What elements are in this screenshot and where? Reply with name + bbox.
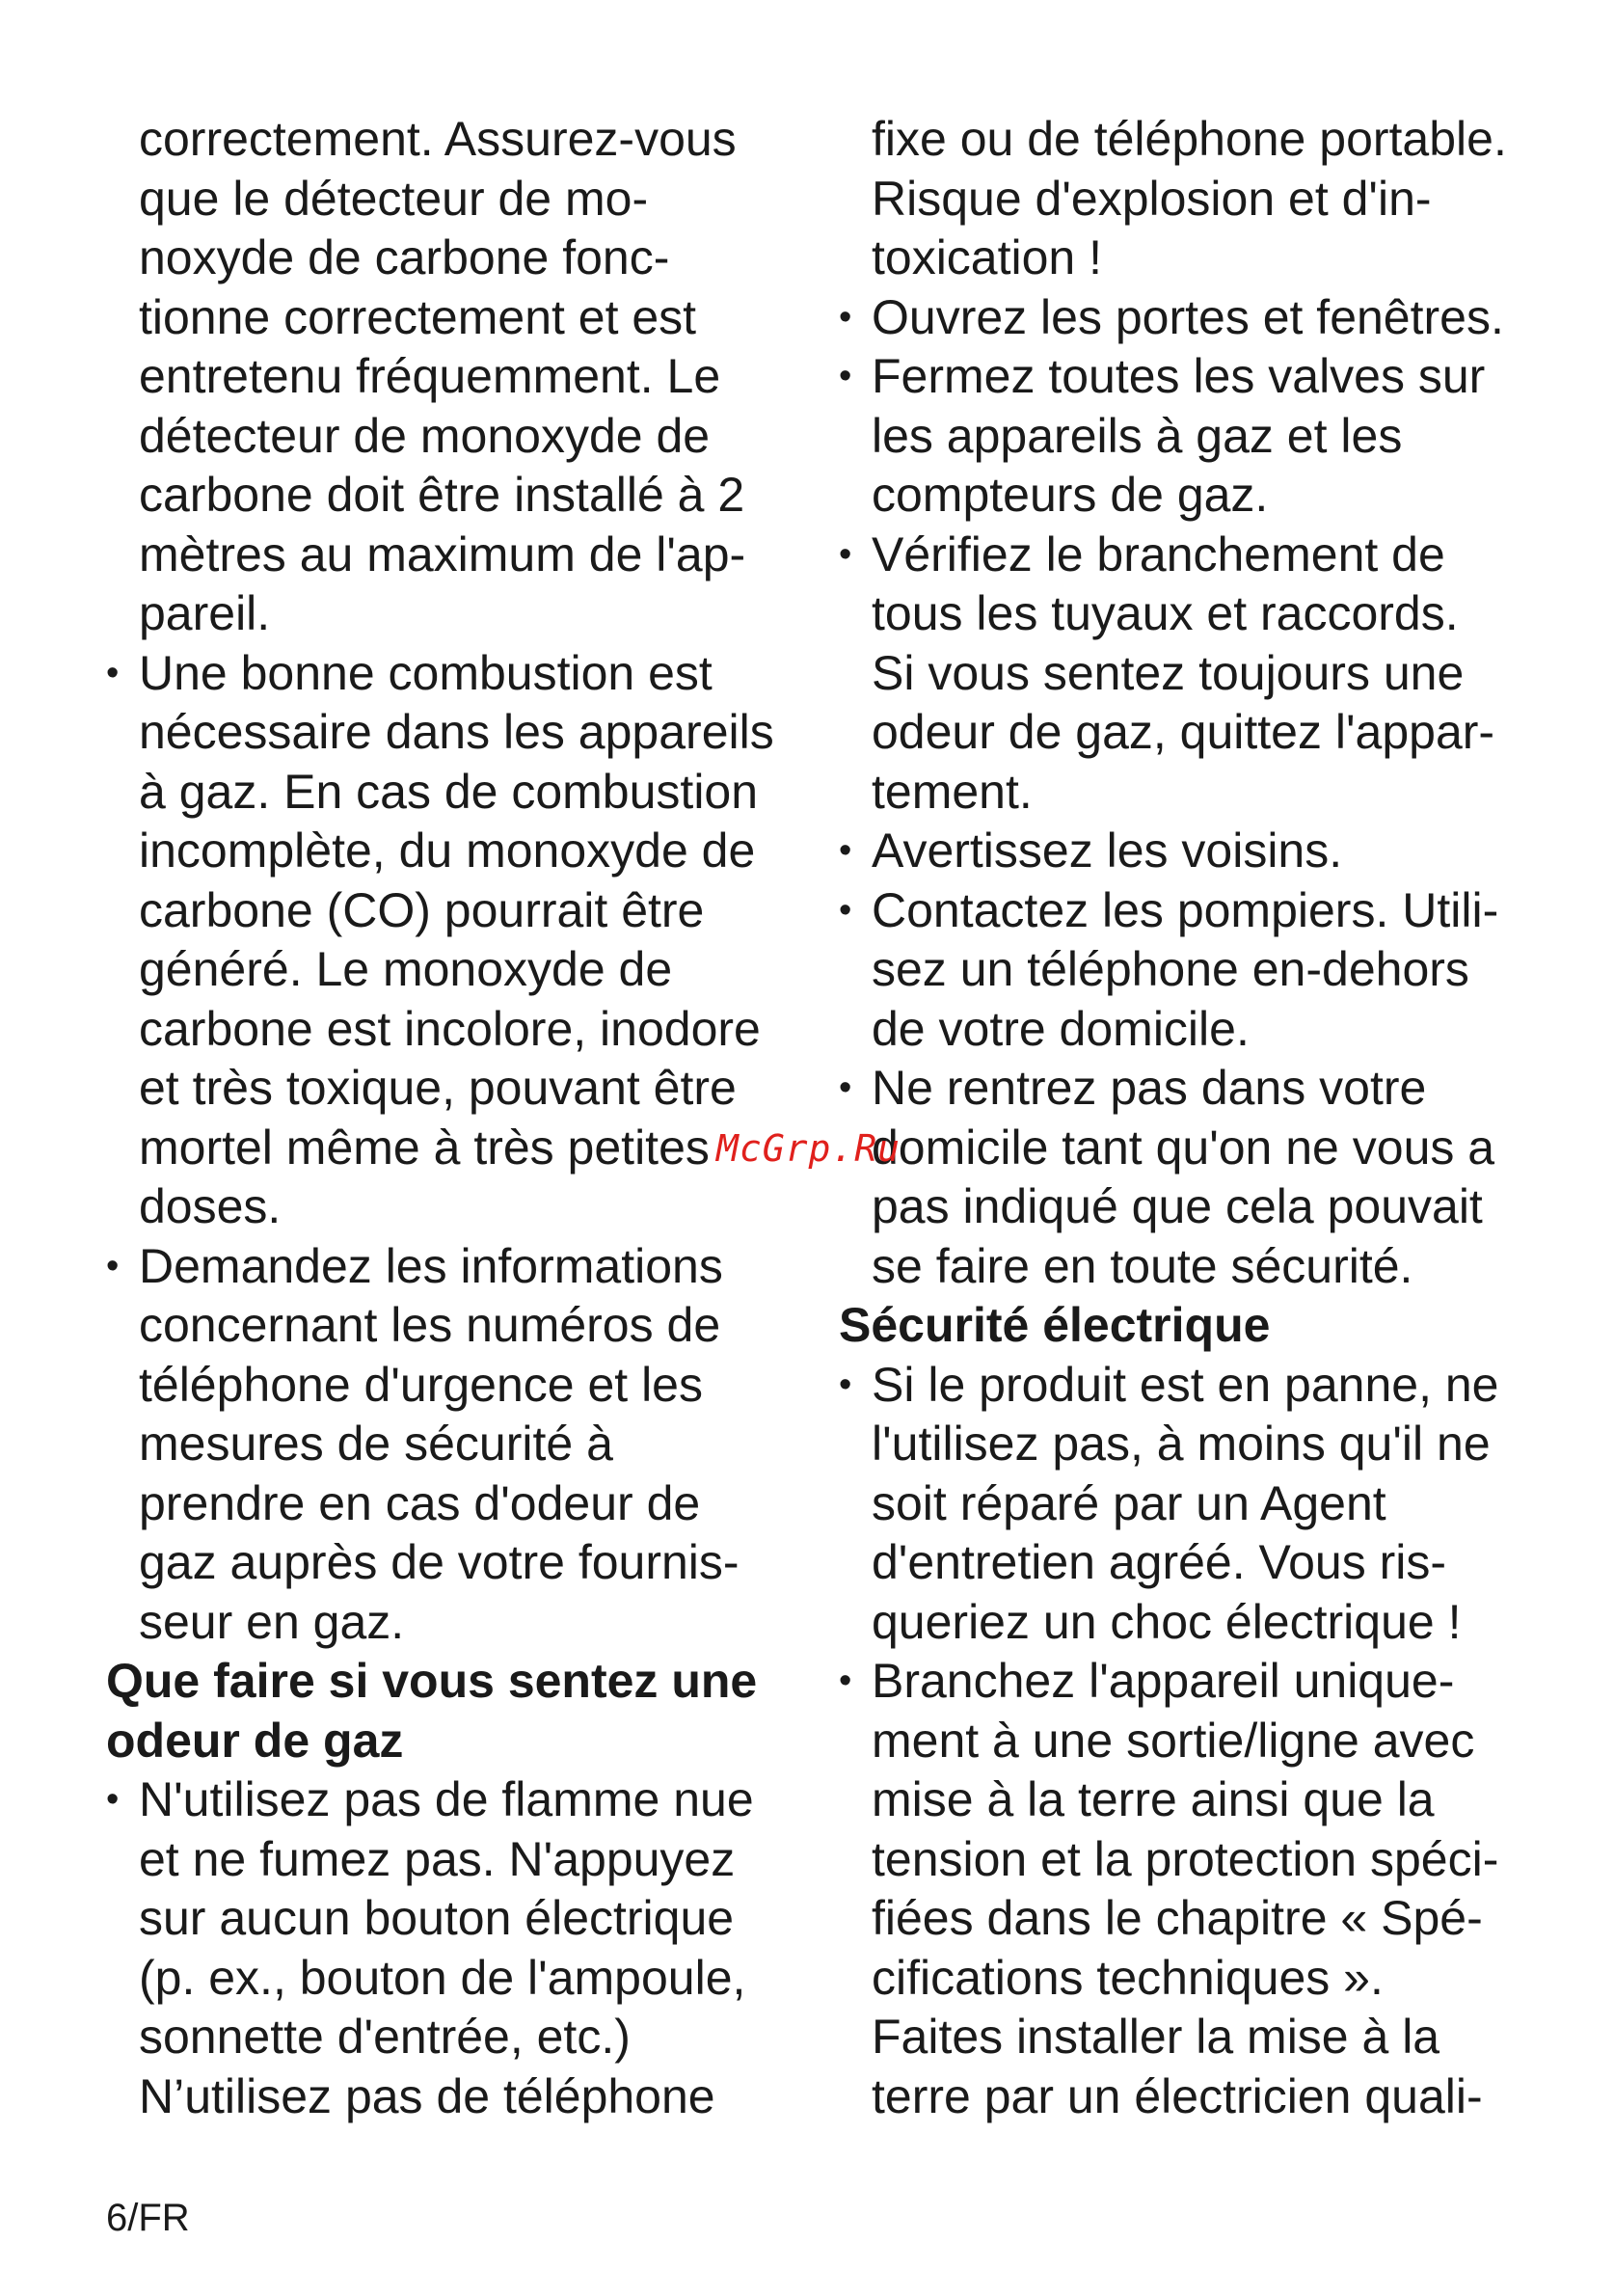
bullet-icon: • (839, 296, 852, 338)
text-line: doses. (139, 1179, 282, 1233)
bullet-line (106, 1770, 800, 1830)
text-line: cifications techniques ». (872, 1950, 1384, 2005)
text-line: ment à une sortie/ligne avec (872, 1713, 1475, 1768)
bullet-icon: • (839, 889, 852, 931)
bullet-line (839, 822, 1533, 881)
bullet-icon: • (839, 1661, 852, 1701)
text-line: odeur de gaz, quittez l'appar- (872, 705, 1495, 759)
bullet-text: Si le produit est en panne, ne (872, 1357, 1499, 1412)
text-line: mise à la terre ainsi que la (872, 1772, 1435, 1826)
bullet-text: N'utilisez pas de flamme nue (139, 1772, 754, 1826)
bullet-icon: • (839, 533, 852, 575)
text-line: carbone (CO) pourrait être (139, 882, 705, 937)
bullet-line (839, 1059, 1533, 1119)
bullet-icon: • (839, 830, 852, 871)
bullet-text: Fermez toutes les valves sur (872, 349, 1486, 403)
bullet-text: Ouvrez les portes et fenêtres. (872, 289, 1504, 344)
text-line: tension et la protection spéci- (872, 1831, 1499, 1886)
text-line: sur aucun bouton électrique (139, 1891, 735, 1945)
text-line: seur en gaz. (139, 1594, 405, 1649)
text-line: queriez un choc électrique ! (872, 1594, 1462, 1649)
bullet-text: Demandez les informations (139, 1238, 723, 1293)
bullet-text: Branchez l'appareil unique- (872, 1654, 1455, 1708)
text-line: prendre en cas d'odeur de (139, 1475, 701, 1530)
text-line: correctement. Assurez-vous (139, 112, 737, 166)
text-line: généré. Le monoxyde de (139, 942, 673, 996)
bullet-line (839, 1356, 1533, 1416)
text-line: détecteur de monoxyde de (139, 408, 711, 463)
bullet-line (839, 1652, 1533, 1712)
text-line: gaz auprès de votre fournis- (139, 1535, 740, 1589)
bullet-icon: • (839, 1067, 852, 1108)
text-line: toxication ! (872, 230, 1103, 284)
page-number: 6/FR (106, 2197, 190, 2239)
bullet-text: Vérifiez le branchement de (872, 527, 1445, 581)
text-line: terre par un électricien quali- (872, 2068, 1483, 2123)
text-line: sonnette d'entrée, etc.) (139, 2010, 631, 2064)
bullet-line (106, 644, 800, 704)
text-line: l'utilisez pas, à moins qu'il ne (872, 1417, 1491, 1471)
text-line: entretenu fréquemment. Le (139, 349, 721, 403)
text-line: et très toxique, pouvant être (139, 1061, 737, 1115)
text-line: carbone doit être installé à 2 (139, 468, 745, 522)
bullet-text: Ne rentrez pas dans votre (872, 1061, 1427, 1115)
text-line: Si vous sentez toujours une (872, 645, 1465, 700)
text-line: concernant les numéros de (139, 1298, 721, 1352)
text-line: tement. (872, 764, 1033, 819)
section-heading: odeur de gaz (106, 1713, 404, 1768)
text-line: noxyde de carbone fonc- (139, 230, 670, 284)
text-line: les appareils à gaz et les (872, 408, 1403, 463)
text-line: fixe ou de téléphone portable. (872, 112, 1507, 166)
text-line: pareil. (139, 586, 271, 640)
bullet-text: Une bonne combustion est (139, 645, 713, 700)
text-line: compteurs de gaz. (872, 468, 1269, 522)
bullet-line (106, 1237, 800, 1297)
bullet-text: Avertissez les voisins. (872, 824, 1343, 878)
bullet-icon: • (106, 1245, 120, 1286)
section-heading: Que faire si vous sentez une (106, 1654, 758, 1708)
text-line: mortel même à très petites (139, 1120, 710, 1175)
text-line: de votre domicile. (872, 1001, 1250, 1056)
text-line: mesures de sécurité à (139, 1417, 613, 1471)
text-line: soit réparé par un Agent (872, 1475, 1386, 1530)
text-line: incomplète, du monoxyde de (139, 824, 756, 878)
text-line: d'entretien agréé. Vous ris- (872, 1535, 1446, 1589)
text-line: que le détecteur de mo- (139, 171, 649, 226)
left-column (106, 110, 800, 2126)
watermark-text: McGrp.Ru (716, 1127, 901, 1170)
text-line: mètres au maximum de l'ap- (139, 527, 746, 581)
bullet-icon: • (106, 1779, 120, 1820)
bullet-text: Contactez les pompiers. Utili- (872, 882, 1499, 937)
text-line: Faites installer la mise à la (872, 2010, 1440, 2064)
text-line: se faire en toute sécurité. (872, 1238, 1413, 1293)
text-line: fiées dans le chapitre « Spé- (872, 1891, 1483, 1945)
bullet-icon: • (106, 652, 120, 693)
text-line: nécessaire dans les appareils (139, 705, 774, 759)
text-line: N’utilisez pas de téléphone (139, 2068, 715, 2123)
text-line: pas indiqué que cela pouvait (872, 1179, 1483, 1233)
bullet-line (839, 288, 1533, 348)
text-line: à gaz. En cas de combustion (139, 764, 759, 819)
text-line: téléphone d'urgence et les (139, 1357, 703, 1412)
bullet-icon: • (839, 1364, 852, 1405)
text-line: (p. ex., bouton de l'ampoule, (139, 1950, 746, 2005)
text-line: domicile tant qu'on ne vous a (872, 1120, 1495, 1175)
section-heading: Sécurité électrique (839, 1298, 1271, 1352)
text-line: tous les tuyaux et raccords. (872, 586, 1459, 640)
bullet-icon: • (839, 356, 852, 396)
bullet-line (839, 347, 1533, 407)
text-line: tionne correctement et est (139, 289, 697, 344)
bullet-line (839, 881, 1533, 941)
text-line: sez un téléphone en-dehors (872, 942, 1469, 996)
right-column (839, 110, 1533, 2126)
text-line: carbone est incolore, inodore (139, 1001, 761, 1056)
bullet-line (839, 526, 1533, 585)
text-line: et ne fumez pas. N'appuyez (139, 1831, 736, 1886)
text-line: Risque d'explosion et d'in- (872, 171, 1432, 226)
